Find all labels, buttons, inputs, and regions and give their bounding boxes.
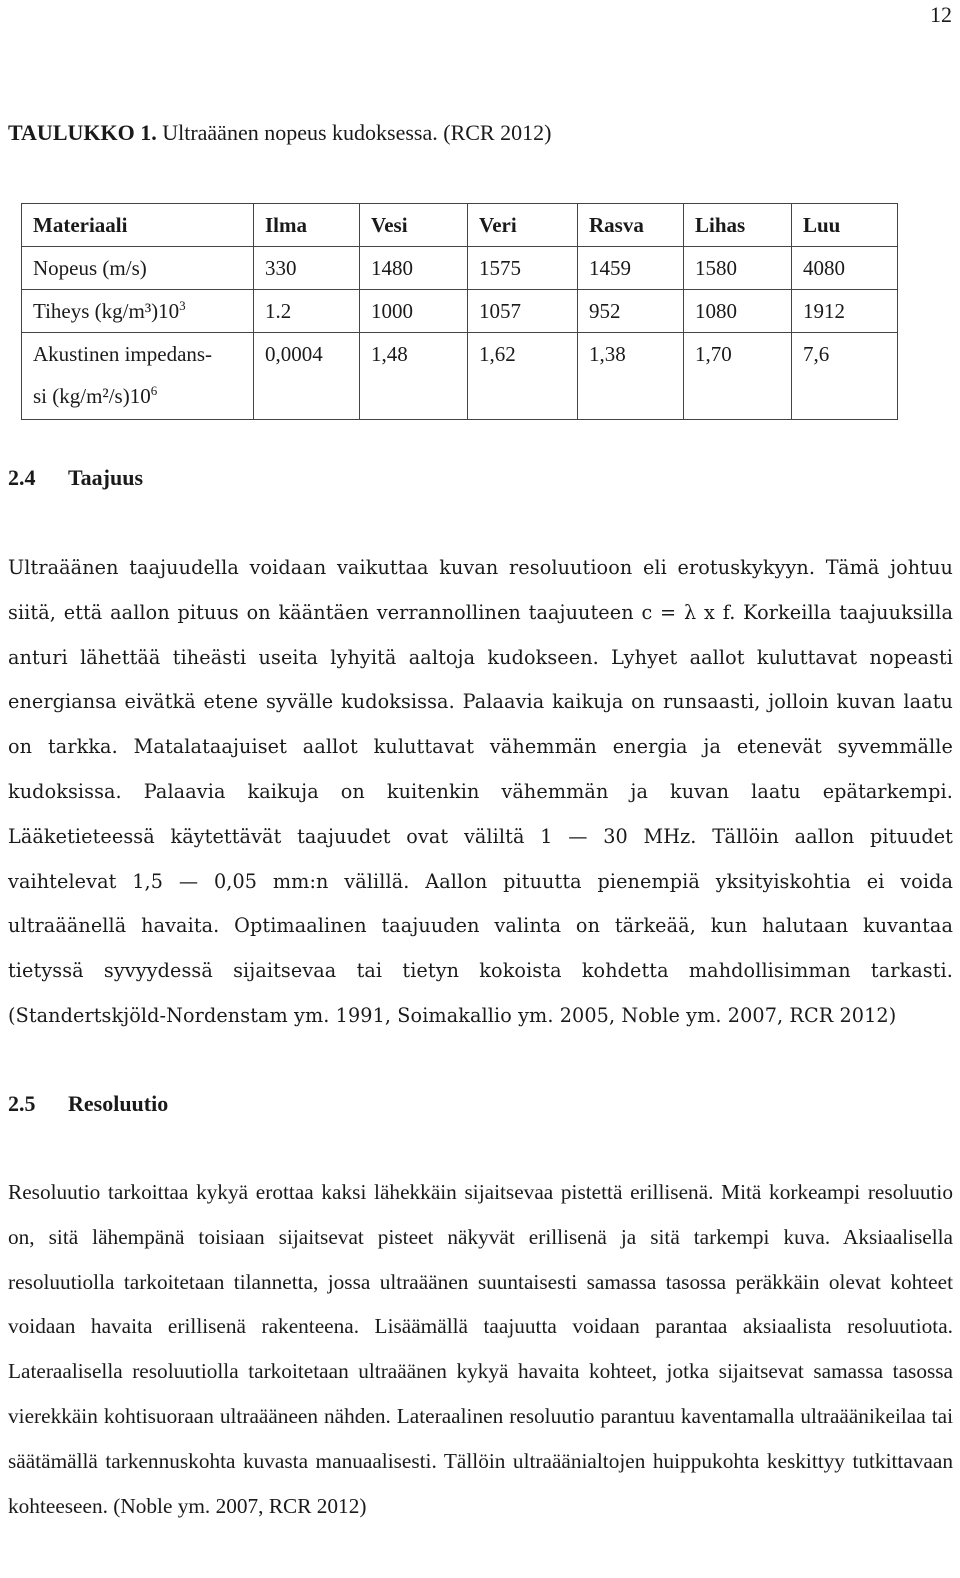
ultrasound-speed-table: [21, 203, 898, 420]
table-cell: 1575: [468, 247, 578, 290]
table-cell: 1057: [468, 290, 578, 333]
table-cell: 1,70: [684, 333, 792, 420]
header-cell: Materiaali: [22, 204, 254, 247]
table-caption: [8, 120, 551, 146]
table-row: [22, 290, 898, 333]
table-cell: 1912: [792, 290, 898, 333]
table-cell: 7,6: [792, 333, 898, 420]
header-cell: Rasva: [578, 204, 684, 247]
table-caption-text: Ultraäänen nopeus kudoksessa. (RCR 2012): [156, 120, 552, 145]
header-cell: Lihas: [684, 204, 792, 247]
paragraph-resoluutio: Resoluutio tarkoittaa kykyä erottaa kaksi lähekkäin sijaitsevaa pistettä erillisenä. Mitä korkeampi resoluutio on, sitä lähempänä toisiaan sijaitsevat pisteet näkyvät erillisenä ja sitä tarkempi kuva. Aksiaalisella resoluutiolla tarkoitetaan tilannetta, jossa ultraäänen suuntaisesti samassa tasossa peräkkäin olevat kohteet voidaan havaita erillisenä rakenteena. Lisäämällä taajuutta voidaan parantaa aksiaalista resoluutiota. Lateraalisella resoluutiolla tarkoitetaan ultraäänen kykyä havaita kohteet, jotka sijaitsevat samassa tasossa vierekkäin kohtisuoraan ultraääneen nähden. Lateraalinen resoluutio parantuu kaventamalla ultraäänikeilaa tai säätämällä tarkennuskohta kuvasta manuaalisesti. Tällöin ultraäänialtojen huippukohta keskittyy tutkittavaan kohteeseen. (Noble ym. 2007, RCR 2012): [8, 1180, 953, 1518]
paragraph-taajuus: Ultraäänen taajuudella voidaan vaikuttaa kuvan resoluutioon eli erotuskykyyn. Tämä johtuu siitä, että aallon pituus on kääntäen verrannollinen taajuuteen c = λ x f. Korkeilla taajuuksilla anturi lähettää tiheästi useita lyhyitä aaltoja kudokseen. Lyhyet aallot kuluttavat nopeasti energiansa eivätkä etene syvälle kudoksissa. Palaavia kaikuja on runsaasti, jolloin kuvan laatu on tarkka. Matalataajuiset aallot kuluttavat vähemmän energia ja etenevät syvemmälle kudoksissa. Palaavia kaikuja on kuitenkin vähemmän ja kuvan laatu epätarkempi. Lääketieteessä käytettävät taajuudet ovat väliltä 1 — 30 MHz. Tällöin aallon pituudet vaihtelevat 1,5 — 0,05 mm:n välillä. Aallon pituutta pienempiä yksityiskohtia ei voida ultraäänellä havaita. Optimaalinen taajuuden valinta on tärkeää, kun halutaan kuvantaa tietyssä syvyydessä sijaitsevaa tai tietyn kokoista kohdetta mahdollisimman tarkasti. (Standertskjöld-Nordenstam ym. 1991, Soimakallio ym. 2005, Noble ym. 2007, RCR 2012): [8, 556, 953, 1027]
table-cell: 1459: [578, 247, 684, 290]
header-cell: Ilma: [254, 204, 360, 247]
section-heading-resoluutio: [8, 1091, 168, 1117]
section-number: 2.5: [8, 1091, 36, 1116]
table-cell: 330: [254, 247, 360, 290]
section-title: Taajuus: [68, 465, 144, 490]
header-cell: Veri: [468, 204, 578, 247]
table-row: [22, 247, 898, 290]
table-header-row: [22, 204, 898, 247]
row-label: Nopeus (m/s): [22, 247, 254, 290]
table-cell: 4080: [792, 247, 898, 290]
section-title: Resoluutio: [68, 1091, 169, 1116]
row-label: [22, 333, 254, 420]
row-label-text: Tiheys (kg/m³)10: [33, 299, 180, 323]
row-label-exponent: 6: [150, 383, 158, 398]
table-caption-label: TAULUKKO 1.: [8, 120, 157, 145]
table-cell: 1000: [360, 290, 468, 333]
table-cell: 952: [578, 290, 684, 333]
table-cell: 0,0004: [254, 333, 360, 420]
row-label-exponent: 3: [179, 298, 186, 313]
table-cell: 1,62: [468, 333, 578, 420]
table-cell: 1,38: [578, 333, 684, 420]
section-number: 2.4: [8, 465, 36, 490]
page-number: 12: [930, 2, 952, 27]
table-cell: 1.2: [254, 290, 360, 333]
row-label: [22, 290, 254, 333]
header-cell: Vesi: [360, 204, 468, 247]
table-row: [22, 333, 898, 420]
row-label-line1: Akustinen impedans-: [33, 342, 213, 366]
table-cell: 1480: [360, 247, 468, 290]
table-cell: 1,48: [360, 333, 468, 420]
row-label-line2: si (kg/m²/s)10: [33, 384, 151, 408]
table-cell: 1080: [684, 290, 792, 333]
section-heading-taajuus: [8, 465, 143, 491]
header-cell: Luu: [792, 204, 898, 247]
table-cell: 1580: [684, 247, 792, 290]
